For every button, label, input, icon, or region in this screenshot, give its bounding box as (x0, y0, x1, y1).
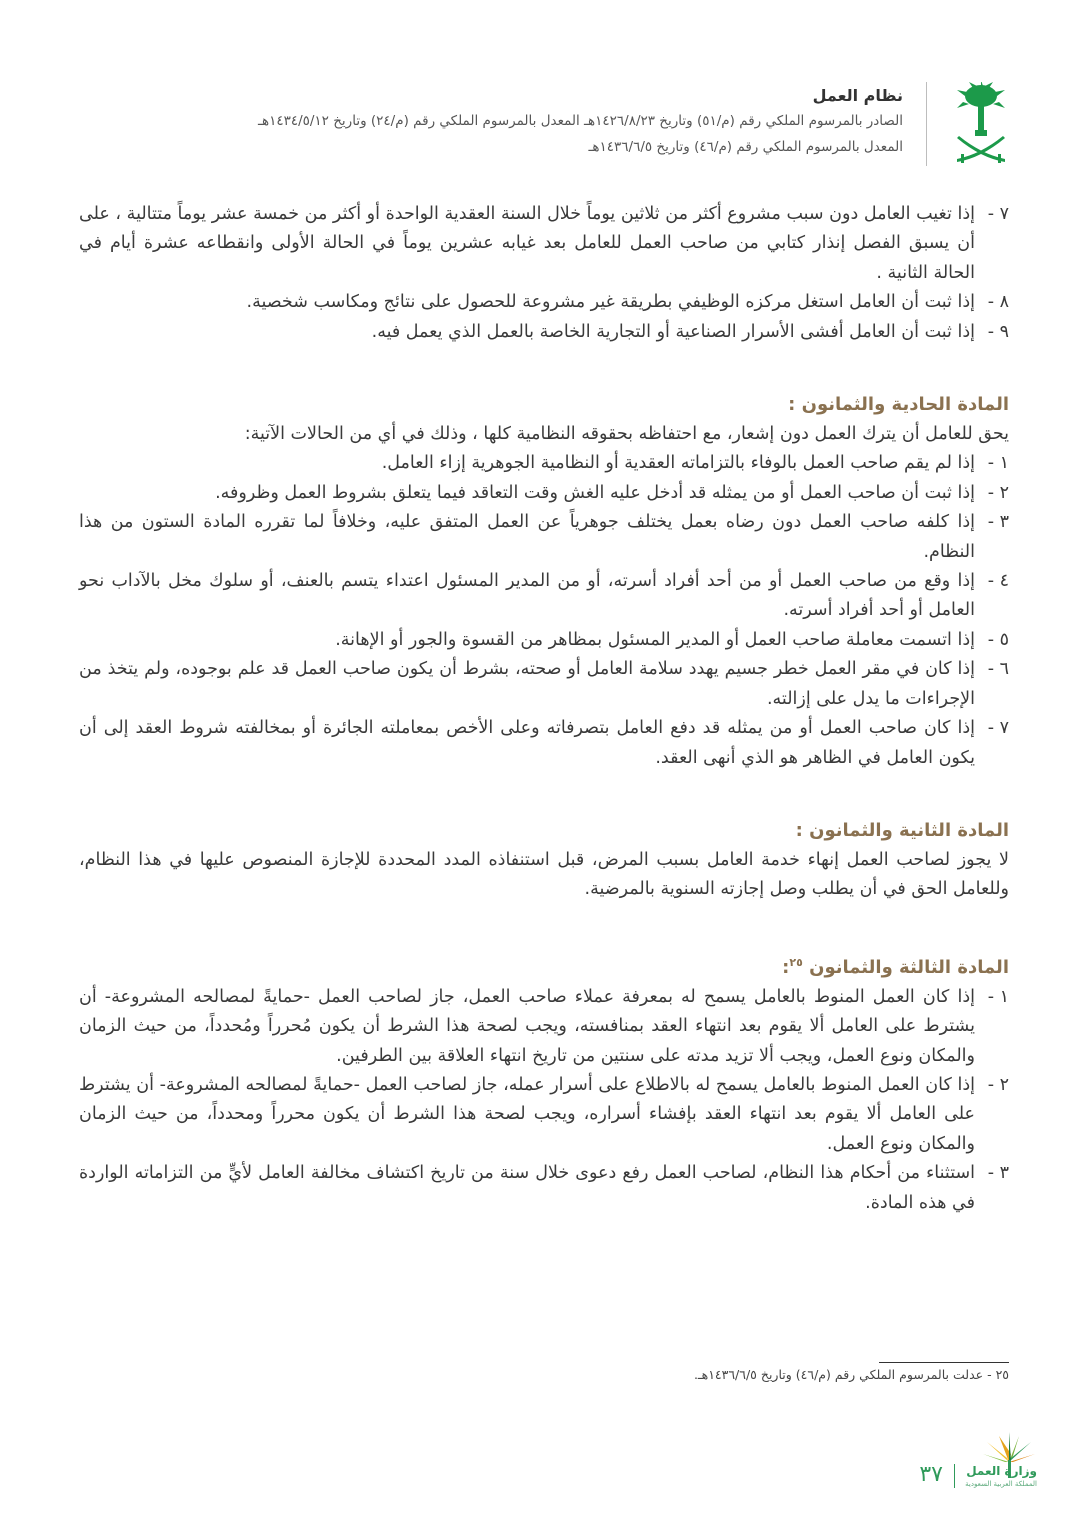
item-text: إذا تغيب العامل دون سبب مشروع أكثر من ثلاثين يوماً خلال السنة العقدية الواحدة أو أكثر من خمسة عشر يوماً متتالية ، على أن يسبق الفصل إنذار كتابي من صاحب العمل للعامل بعد غيابه عشرين يوماً في الحالة الأولى وانقطاعه عشرة أيام في الحالة الثانية . (79, 204, 975, 283)
article-81-intro: يحق للعامل أن يترك العمل دون إشعار، مع احتفاظه بحقوقه النظامية كلها ، وذلك في أي من الحالات الآتية: (244, 424, 1009, 445)
page-footer (867, 1432, 1047, 1502)
item-number: ٣ - (987, 1163, 1009, 1184)
article-82-text: لا يجوز لصاحب العمل إنهاء خدمة العامل بسبب المرض، قبل استنفاذه المدد المحددة للإجازة المنصوص عليها في هذا النظام، وللعامل الحق في أن يطلب وصل إجازته السنوية بالمرضية. (79, 849, 1009, 900)
header-decree-line-2: المعدل بالمرسوم الملكي رقم (م/٤٦) وتاريخ ١٤٣٦/٦/٥هـ (588, 139, 903, 155)
document-title: نظام العمل (812, 86, 903, 105)
list-item (79, 626, 1009, 655)
list-item (79, 318, 1009, 347)
item-text: إذا وقع من صاحب العمل أو من أحد أفراد أسرته، أو من المدير المسئول اعتداء يتسم بالعنف، أو سلوك مخل بالآداب نحو العامل أو أحد أفراد أسرته. (79, 571, 975, 621)
item-text: إذا كان العمل المنوط بالعامل يسمح له بالاطلاع على أسرار عمله، جاز لصاحب العمل -حمايةً لمصالحه المشروعة- أن يشترط على العامل ألا يقوم بعد انتهاء العقد بإفشاء أسراره، ويجب لصحة هذا الشرط أن يكون محرراً ومحدداً، من حيث الزمان والمكان ونوع العمل. (79, 1074, 975, 1154)
item-text: إذا كان العمل المنوط بالعامل يسمح له بمعرفة عملاء صاحب العمل، جاز لصاحب العمل -حمايةً لمصالحه المشروعة- أن يشترط على العامل ألا يقوم بعد انتهاء العقد بمنافسته، ويجب لصحة هذا الشرط أن يكون مُحرراً ومُحدداً، من حيث الزمان والمكان ونوع العمل، ويجب ألا تزيد مدته على سنتين من تاريخ انتهاء العلاقة بين الطرفين. (79, 986, 975, 1066)
list-item (79, 449, 1009, 478)
item-text: إذا كان صاحب العمل أو من يمثله قد دفع العامل بتصرفاته وعلى الأخص بمعاملته الجائرة أو بمخالفته شروط العقد إلى أن يكون العامل في الظاهر هو الذي أنهى العقد. (79, 718, 975, 768)
item-text: إذا كان في مقر العمل خطر جسيم يهدد سلامة العامل أو صحته، بشرط أن يكون صاحب العمل قد علم بوجوده، ولم يتخذ من الإجراءات ما يدل على إزالته. (79, 659, 975, 709)
article-82-heading: المادة الثانية والثمانون : (795, 819, 1009, 841)
item-text: إذا لم يقم صاحب العمل بالوفاء بالتزاماته العقدية أو النظامية الجوهرية إزاء العامل. (381, 453, 975, 474)
page-header (79, 82, 1009, 172)
item-text: استثناء من أحكام هذا النظام، لصاحب العمل رفع دعوى خلال سنة من تاريخ اكتشاف مخالفة العامل لأيٍّ من التزاماته الواردة في هذه المادة. (79, 1163, 975, 1213)
item-number: ١ - (987, 453, 1009, 474)
saudi-emblem-icon (953, 82, 1009, 164)
ministry-subtitle: المملكة العربية السعودية (965, 1480, 1037, 1488)
item-number: ٨ - (987, 292, 1009, 313)
list-item (79, 567, 1009, 626)
list-item (79, 983, 1009, 1071)
item-text: إذا ثبت أن العامل أفشى الأسرار الصناعية أو التجارية الخاصة بالعمل الذي يعمل فيه. (371, 321, 975, 342)
article-81-heading: المادة الحادية والثمانون : (788, 394, 1009, 416)
article-83-heading-text: المادة الثالثة والثمانون (809, 956, 1009, 978)
item-number: ٤ - (987, 571, 1009, 592)
header-text (83, 82, 903, 160)
item-text: إذا كلفه صاحب العمل دون رضاه بعمل يختلف جوهرياً عن العمل المتفق عليه، وخلافاً لما تقرره المادة الستون من هذا النظام. (79, 512, 975, 562)
footnote: ٢٥ - عدلت بالمرسوم الملكي رقم (م/٤٦) وتاريخ ١٤٣٦/٦/٥هـ. (693, 1367, 1009, 1382)
item-text: إذا اتسمت معاملة صاحب العمل أو المدير المسئول بمظاهر من القسوة والجور أو الإهانة. (335, 629, 975, 650)
list-item (79, 288, 1009, 317)
article-83-heading (79, 948, 1009, 983)
item-number: ٧ - (987, 718, 1009, 739)
list-item (79, 1071, 1009, 1159)
footnote-reference[interactable]: ٢٥ (789, 955, 803, 969)
list-item (79, 508, 1009, 567)
footnote-divider (879, 1362, 1009, 1363)
item-number: ١ - (987, 986, 1009, 1007)
header-decree-line-1: الصادر بالمرسوم الملكي رقم (م/٥١) وتاريخ ١٤٢٦/٨/٢٣هـ المعدل بالمرسوم الملكي رقم (م/٢٤) وتاريخ ١٤٣٤/٥/١٢هـ (257, 113, 903, 129)
list-item (79, 479, 1009, 508)
list-item (79, 655, 1009, 714)
item-number: ٢ - (987, 482, 1009, 503)
item-number: ٧ - (987, 204, 1009, 224)
heading-colon: : (782, 956, 790, 978)
item-number: ٢ - (987, 1074, 1009, 1095)
header-divider (926, 82, 927, 166)
item-text: إذا ثبت أن العامل استغل مركزه الوظيفي بطريقة غير مشروعة للحصول على نتائج ومكاسب شخصية. (246, 292, 975, 313)
item-number: ٥ - (987, 629, 1009, 650)
item-number: ٦ - (987, 659, 1009, 680)
list-item (79, 1159, 1009, 1218)
ministry-name: وزارة العمل (966, 1464, 1037, 1478)
list-item (79, 200, 1009, 288)
page-number: ٣٧ (919, 1462, 943, 1487)
list-item (79, 714, 1009, 773)
item-number: ٩ - (987, 321, 1009, 342)
item-text: إذا ثبت أن صاحب العمل أو من يمثله قد أدخل عليه الغش وقت التعاقد فيما يتعلق بشروط العمل وظروفه. (215, 482, 975, 503)
document-body (79, 200, 1009, 1218)
footer-divider (954, 1464, 955, 1488)
item-number: ٣ - (987, 512, 1009, 533)
